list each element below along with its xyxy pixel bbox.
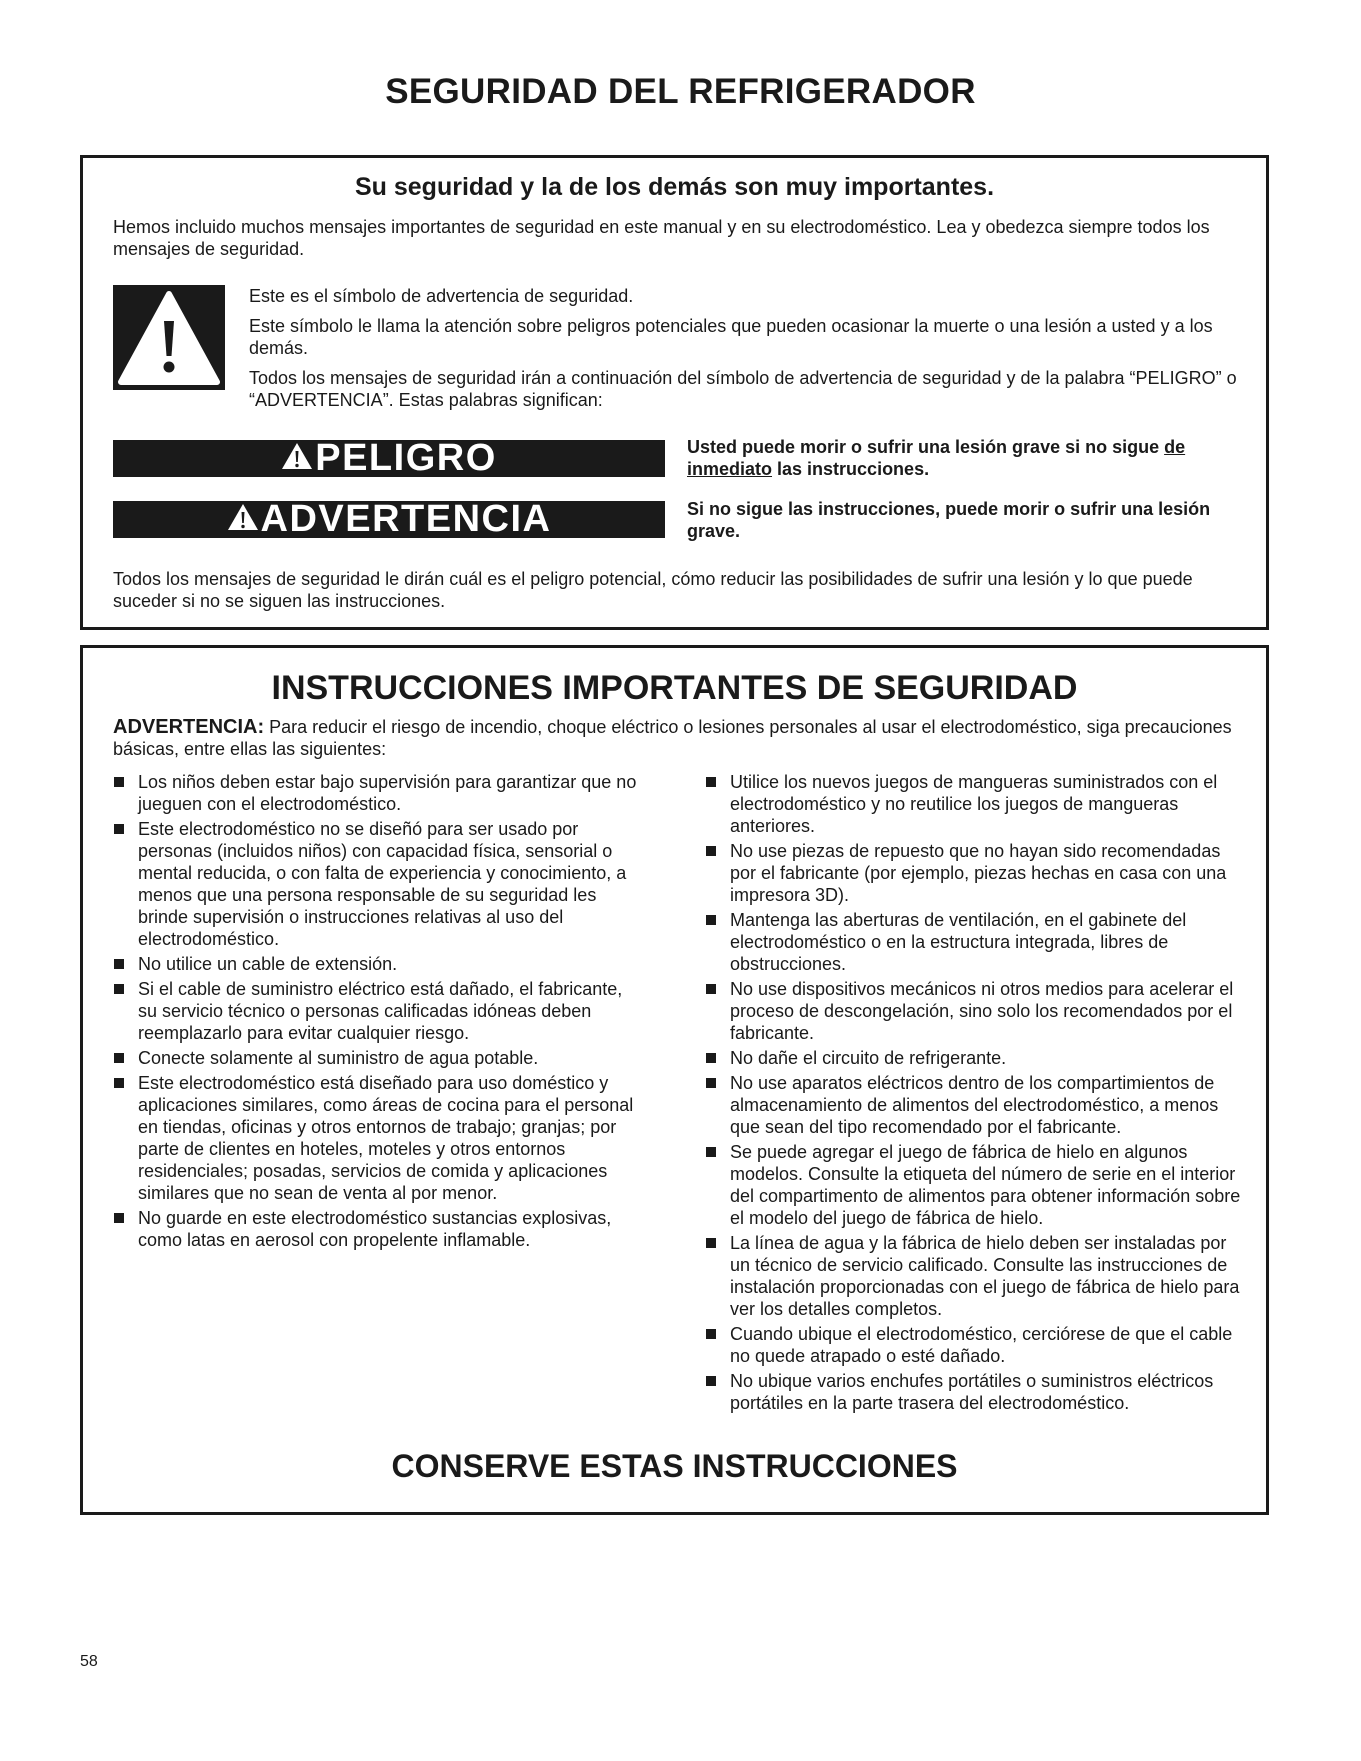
instructions-list-left <box>113 771 638 1254</box>
list-item <box>705 1323 1250 1367</box>
list-item-text: Se puede agregar el juego de fábrica de hielo en algunos modelos. Consulte la etiqueta del número de serie en el interior del compartimento de alimentos para obtener información sobre el modelo del juego de fábrica de hielo. <box>730 1142 1241 1228</box>
list-item <box>705 1072 1250 1138</box>
intro-warning-lead: ADVERTENCIA: <box>113 716 265 738</box>
instructions-heading: INSTRUCCIONES IMPORTANTES DE SEGURIDAD <box>271 669 1078 707</box>
square-bullet-icon <box>706 1053 716 1063</box>
instructions-list-right <box>705 771 1250 1417</box>
instructions-box <box>80 645 1269 1515</box>
list-item-text: Este electrodoméstico no se diseñó para ser usado por personas (incluidos niños) con capacidad física, sensorial o mental reducida, o con falta de experiencia y conocimiento, a menos que una persona responsable de su seguridad les brinde supervisión o instrucciones relativas al uso del electrodoméstico. <box>138 819 627 949</box>
square-bullet-icon <box>114 1213 124 1223</box>
square-bullet-icon <box>706 1147 716 1157</box>
list-item <box>705 1370 1250 1414</box>
danger-label: PELIGRO <box>315 437 497 479</box>
list-item-text: Utilice los nuevos juegos de mangueras suministrados con el electrodoméstico y no reutilice los juegos de mangueras anteriores. <box>730 772 1218 836</box>
list-item <box>705 1232 1250 1320</box>
square-bullet-icon <box>706 1329 716 1339</box>
safety-message-box <box>80 155 1269 630</box>
list-item <box>113 978 638 1044</box>
danger-desc-emphasis: de inmediato <box>687 437 1186 479</box>
list-item-text: No utilice un cable de extensión. <box>138 954 398 974</box>
list-item-text: No use aparatos eléctricos dentro de los compartimientos de almacenamiento de alimentos del electrodoméstico, a menos que sean del tipo recomendado por el fabricante. <box>730 1073 1219 1137</box>
safety-footer: Todos los mensajes de seguridad le dirán cuál es el peligro potencial, cómo reducir las posibilidades de sufrir una lesión y lo que puede suceder si no se siguen las instrucciones. <box>113 569 1193 611</box>
list-item <box>705 978 1250 1044</box>
list-item-text: No use piezas de repuesto que no hayan sido recomendadas por el fabricante (por ejemplo, piezas hechas en casa con una impresora 3D). <box>730 841 1227 905</box>
symbol-description: Este símbolo le llama la atención sobre peligros potenciales que pueden ocasionar la muerte o una lesión a usted y a los demás. <box>249 316 1213 358</box>
page-number: 58 <box>80 1653 98 1670</box>
safety-heading: Su seguridad y la de los demás son muy importantes. <box>354 173 995 201</box>
list-item-text: Los niños deben estar bajo supervisión para garantizar que no jueguen con el electrodoméstico. <box>138 772 637 814</box>
square-bullet-icon <box>114 1053 124 1063</box>
square-bullet-icon <box>706 846 716 856</box>
list-item-text: No ubique varios enchufes portátiles o suministros eléctricos portátiles en la parte trasera del electrodoméstico. <box>730 1371 1214 1413</box>
symbol-description: Este es el símbolo de advertencia de seguridad. <box>249 286 634 306</box>
list-item <box>705 771 1250 837</box>
list-item-text: No use dispositivos mecánicos ni otros medios para acelerar el proceso de descongelación, sino solo los recomendados por el fabricante. <box>730 979 1234 1043</box>
warning-triangle-icon <box>113 285 225 390</box>
list-item-text: No guarde en este electrodoméstico sustancias explosivas, como latas en aerosol con propelente inflamable. <box>138 1208 612 1250</box>
list-item-text: Si el cable de suministro eléctrico está dañado, el fabricante, su servicio técnico o personas calificadas idóneas deben reemplazarlo para evitar cualquier riesgo. <box>138 979 623 1043</box>
warning-label: ADVERTENCIA <box>260 498 552 540</box>
list-item-text: Cuando ubique el electrodoméstico, cerciórese de que el cable no quede atrapado o esté dañado. <box>730 1324 1233 1366</box>
square-bullet-icon <box>706 1376 716 1386</box>
danger-description <box>687 436 1247 480</box>
safety-intro: Hemos incluido muchos mensajes importantes de seguridad en este manual y en su electrodoméstico. Lea y obedezca siempre todos los mensajes de seguridad. <box>113 217 1210 259</box>
instructions-footer: CONSERVE ESTAS INSTRUCCIONES <box>391 1448 958 1484</box>
symbol-description: Todos los mensajes de seguridad irán a continuación del símbolo de advertencia de seguridad y de la palabra “PELIGRO” o “ADVERTENCIA”. Estas palabras significan: <box>249 368 1237 410</box>
list-item <box>705 1141 1250 1229</box>
square-bullet-icon <box>706 984 716 994</box>
list-item-text: Conecte solamente al suministro de agua potable. <box>138 1048 539 1068</box>
list-item <box>113 953 638 975</box>
square-bullet-icon <box>114 1078 124 1088</box>
list-item <box>113 771 638 815</box>
danger-desc-text: las instrucciones. <box>772 459 930 479</box>
list-item <box>705 1047 1250 1069</box>
list-item <box>113 818 638 950</box>
instructions-intro <box>113 716 1253 760</box>
square-bullet-icon <box>114 959 124 969</box>
danger-desc-text: Usted puede morir o sufrir una lesión grave si no sigue <box>687 437 1165 457</box>
list-item-text: La línea de agua y la fábrica de hielo deben ser instaladas por un técnico de servicio calificado. Consulte las instrucciones de instalación proporcionadas con el juego de fábrica de hielo para ver los detalles completos. <box>730 1233 1240 1319</box>
list-item-text: Mantenga las aberturas de ventilación, en el gabinete del electrodoméstico o en la estructura integrada, libres de obstrucciones. <box>730 910 1187 974</box>
square-bullet-icon <box>114 824 124 834</box>
danger-signal-banner <box>113 437 665 479</box>
list-item <box>705 909 1250 975</box>
warning-description: Si no sigue las instrucciones, puede morir o sufrir una lesión grave. <box>687 499 1211 541</box>
list-item <box>113 1072 638 1204</box>
warning-triangle-icon <box>281 442 313 470</box>
list-item <box>113 1047 638 1069</box>
square-bullet-icon <box>706 777 716 787</box>
list-item-text: No dañe el circuito de refrigerante. <box>730 1048 1007 1068</box>
square-bullet-icon <box>114 777 124 787</box>
square-bullet-icon <box>706 1078 716 1088</box>
square-bullet-icon <box>706 915 716 925</box>
square-bullet-icon <box>706 1238 716 1248</box>
intro-text: Para reducir el riesgo de incendio, choque eléctrico o lesiones personales al usar el electrodoméstico, siga precauciones básicas, entre ellas las siguientes: <box>113 717 1232 759</box>
list-item <box>113 1207 638 1251</box>
square-bullet-icon <box>114 984 124 994</box>
list-item-text: Este electrodoméstico está diseñado para uso doméstico y aplicaciones similares, como áreas de cocina para el personal en tiendas, oficinas y otros entornos de trabajo; granjas; por parte de clientes en hoteles, moteles y otros entornos residenciales; posadas, servicios de comida y aplicaciones similares que no sean de venta al por menor. <box>138 1073 634 1203</box>
warning-signal-banner <box>113 498 665 540</box>
page-title: SEGURIDAD DEL REFRIGERADOR <box>385 72 976 111</box>
warning-triangle-icon <box>227 503 259 531</box>
list-item <box>705 840 1250 906</box>
